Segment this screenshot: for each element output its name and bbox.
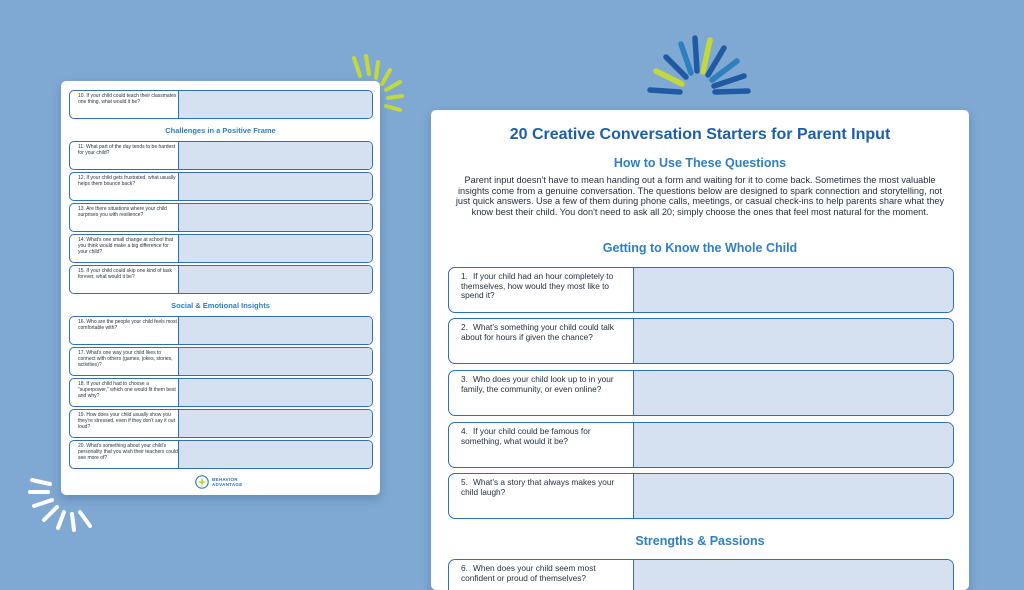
- question-number: 6.: [461, 563, 468, 573]
- answer-box[interactable]: [633, 371, 953, 415]
- intro-paragraph: Parent input doesn't have to mean handing out a form and waiting for it to come back. Sometimes the most valuable insights come from a genuine conversation. The questions below are designed to spark connection and storytelling, not just quick answers. Use a few of them during phone calls, meetings, or casual check-ins to help parents share what they know best their child. You don't need to ask all 20; simply choose the ones that feel most natural for the moment.: [455, 175, 945, 218]
- question-text: 19. How does your child usually show you they're stressed, even if they don't say it out loud?: [78, 412, 175, 430]
- worksheet-page-1: [431, 110, 969, 590]
- question-row-20: [69, 440, 373, 469]
- question-row-3: [448, 370, 954, 416]
- question-row-14: [69, 234, 373, 263]
- question-row-18: [69, 378, 373, 407]
- question-row-15: [69, 265, 373, 294]
- question-text: [449, 474, 633, 518]
- section-heading-social: Social & Emotional Insights: [171, 301, 270, 310]
- question-number: 3.: [461, 374, 468, 384]
- question-row-2: [448, 318, 954, 364]
- question-text: 14. What's one small change at school that you think would make a big difference for your child?: [78, 237, 174, 255]
- question-text: 16. Who are the people your child feels most comfortable with?: [78, 319, 177, 331]
- page-title: 20 Creative Conversation Starters for Parent Input: [509, 126, 891, 143]
- question-label: When does your child seem most confident or proud of themselves?: [461, 563, 596, 583]
- answer-box[interactable]: [178, 266, 372, 293]
- answer-box[interactable]: [178, 410, 372, 437]
- question-number: 4.: [461, 426, 468, 436]
- question-row-19: [69, 409, 373, 438]
- question-number: 2.: [461, 322, 468, 332]
- question-text: 18. If your child had to choose a "superpower," which one would fit them best and why?: [78, 381, 176, 399]
- question-label: If your child could be famous for something, what would it be?: [461, 426, 591, 446]
- question-text: 17. What's one way your child likes to connect with others (games, jokes, stories, activities)?: [78, 350, 173, 368]
- question-row-12: [69, 172, 373, 201]
- question-row-1: [448, 267, 954, 313]
- logo-text-line2: ADVANTAGE: [212, 482, 243, 487]
- behavior-advantage-logo: [195, 475, 243, 489]
- answer-box[interactable]: [178, 441, 372, 468]
- top-right-burst-decoration: [636, 24, 756, 96]
- question-label: If your child had an hour completely to themselves, how would they most like to spend it?: [461, 271, 614, 300]
- answer-box[interactable]: [178, 91, 372, 118]
- section-heading-whole-child: Getting to Know the Whole Child: [602, 241, 798, 255]
- question-text: 13. Are there situations where your child surprises you with resilience?: [78, 206, 167, 218]
- question-row-16: [69, 316, 373, 345]
- question-text: [449, 268, 633, 312]
- answer-box[interactable]: [633, 474, 953, 518]
- question-text: 20. What's something about your child's personality that you wish their teachers could see more of?: [78, 443, 178, 461]
- question-text: [449, 560, 633, 590]
- section-heading-challenges: Challenges in a Positive Frame: [165, 126, 276, 135]
- question-row-6: [448, 559, 954, 590]
- question-row-17: [69, 347, 373, 376]
- answer-box[interactable]: [178, 235, 372, 262]
- question-row-5: [448, 473, 954, 519]
- question-number: 1.: [461, 271, 468, 281]
- question-row-13: [69, 203, 373, 232]
- answer-box[interactable]: [178, 317, 372, 344]
- section-heading-strengths: Strengths & Passions: [635, 534, 765, 548]
- answer-box[interactable]: [633, 319, 953, 363]
- worksheet-page-2: [61, 81, 380, 495]
- question-row-11: [69, 141, 373, 170]
- question-text: 11. What part of the day tends to be hardest for your child?: [78, 144, 176, 156]
- answer-box[interactable]: [178, 379, 372, 406]
- question-text: [449, 423, 633, 467]
- answer-box[interactable]: [178, 173, 372, 200]
- answer-box[interactable]: [633, 423, 953, 467]
- question-text: 12. If your child gets frustrated, what usually helps them bounce back?: [78, 175, 176, 187]
- question-label: What's something your child could talk about for hours if given the chance?: [461, 322, 614, 342]
- question-label: What's a story that always makes your child laugh?: [461, 477, 615, 497]
- question-row-10: [69, 90, 373, 119]
- answer-box[interactable]: [633, 560, 953, 590]
- question-text: 15. If your child could skip one kind of task forever, what would it be?: [78, 268, 172, 280]
- answer-box[interactable]: [178, 204, 372, 231]
- logo-icon: [195, 475, 209, 489]
- question-number: 5.: [461, 477, 468, 487]
- question-text: 10. If your child could teach their classmates one thing, what would it be?: [78, 93, 177, 105]
- question-row-4: [448, 422, 954, 468]
- answer-box[interactable]: [633, 268, 953, 312]
- question-label: Who does your child look up to in your family, the community, or even online?: [461, 374, 614, 394]
- question-text: [449, 319, 633, 363]
- question-text: [449, 371, 633, 415]
- section-heading-how-to-use: How to Use These Questions: [613, 156, 787, 170]
- logo-text-line1: BEHAVIOR: [212, 477, 238, 482]
- answer-box[interactable]: [178, 142, 372, 169]
- answer-box[interactable]: [178, 348, 372, 375]
